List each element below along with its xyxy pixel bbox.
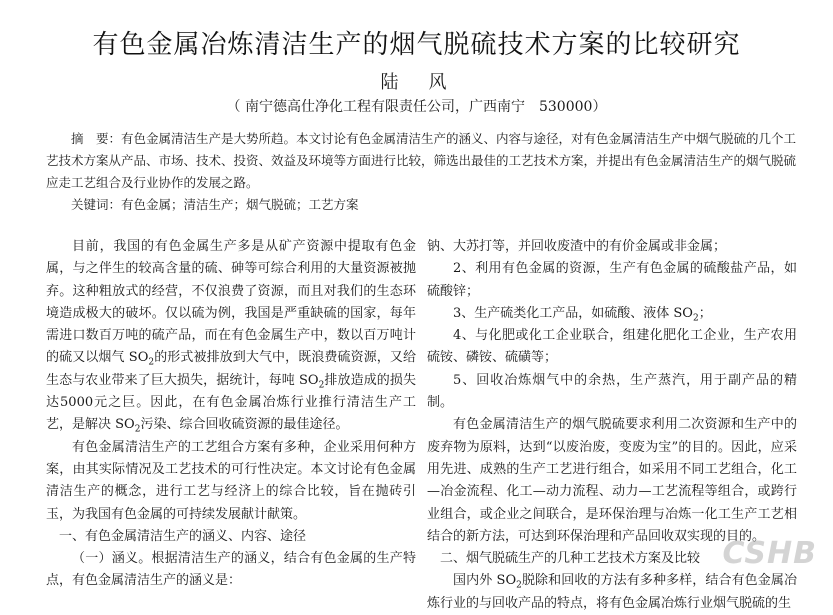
text-run: 钠、大苏打等，并回收废渣中的有价金属或非金属； xyxy=(427,239,727,254)
subscript: 2 xyxy=(134,424,141,435)
text-run: 的形式被排放到大气中，既浪费硫资源，又给生态与农业带来了巨大损失，据统计，每吨 SO xyxy=(46,350,416,388)
body-paragraph xyxy=(46,548,416,593)
text-run: 排放造成的损失达5000元之巨。因此，在有色金属冶炼行业推行清洁生产工艺，是解决 SO xyxy=(46,372,416,433)
text-run: 有色金属清洁生产的烟气脱硫要求利用二次资源和生产中的废弃物为原料，达到“以废治废，变废为宝”的目的。因此，应采用先进、成熟的生产工艺进行组合，如采用不同工艺组合，化工—冶金流程、化工—动力流程、动力—工艺流程等组合，或跨行业组合，或企业之间联合，是环保治理与冶炼一化工生产工艺相结合的新方法，可达到环保治理和产品回收双实现的目的。 xyxy=(427,417,797,544)
body-paragraph xyxy=(427,570,797,615)
body-paragraph xyxy=(46,236,416,437)
text-run: 2、利用有色金属的资源，生产有色金属的硫酸盐产品，如硫酸锌； xyxy=(427,261,797,299)
keywords: 关键词：有色金属；清洁生产；烟气脱硫；工艺方案 xyxy=(71,197,359,212)
body-paragraph xyxy=(427,414,797,548)
text-run: 污染、综合回收硫资源的最佳途径。 xyxy=(140,417,349,433)
paper-title: 有色金属冶炼清洁生产的烟气脱硫技术方案的比较研究 xyxy=(92,30,741,60)
abstract: 摘 要：有色金属清洁生产是大势所趋。本文讨论有色金属清洁生产的涵义、内容与途径，对有色金属清洁生产中烟气脱硫的几个工艺技术方案从产品、市场、技术、投资、效益及环境等方面进行比较，筛选出最佳的工艺技术方案，并提出有色金属清洁生产的烟气脱硫应走工艺组合及行业协作的发展之路。 xyxy=(46,131,797,190)
text-run: 二、烟气脱硫生产的几种工艺技术方案及比较 xyxy=(440,551,701,567)
text-run: 一、有色金属清洁生产的涵义、内容、途径 xyxy=(59,528,307,544)
author-name: 陆 风 xyxy=(380,72,453,93)
text-run: 5、回收冶炼烟气中的余热，生产蒸汽，用于副产品的精制。 xyxy=(427,372,797,411)
author-affiliation: （ 南宁德高仕净化工程有限责任公司，广西南宁 530000） xyxy=(226,99,607,115)
text-run: 国内外 SO xyxy=(453,573,517,589)
text-run: （一）涵义。根据清洁生产的涵义，结合有色金属的生产特点，有色金属清洁生产的涵义是： xyxy=(46,551,416,589)
text-run: ； xyxy=(698,305,712,321)
subscript: 2 xyxy=(318,380,325,391)
body-paragraph xyxy=(427,258,797,303)
body-left-column xyxy=(46,236,416,593)
subscript: 2 xyxy=(148,358,155,369)
text-run: 脱除和回收的方法有多种多样，结合有色金属冶炼行业的与回收产品的特点，将有色金属冶炼行业烟气脱硫的生 xyxy=(427,573,797,611)
body-paragraph xyxy=(427,325,797,370)
body-paragraph xyxy=(46,437,416,526)
text-run: 4、与化肥或化工企业联合，组建化肥化工企业，生产农用硫铵、磷铵、硫磺等； xyxy=(427,328,797,366)
section-heading xyxy=(46,526,416,548)
body-paragraph xyxy=(427,370,797,415)
text-run: 3、生产硫类化工产品，如硫酸、液体 SO xyxy=(453,305,693,321)
subscript: 2 xyxy=(692,313,699,324)
body-paragraph xyxy=(427,303,797,325)
text-run: 目前，我国的有色金属生产多是从矿产资源中提取有色金属，与之伴生的较高含量的硫、砷等可综合利用的大量资源被抛弃。这种粗放式的经营，不仅浪费了资源，而且对我们的生态环境造成极大的破坏。仅以硫为例，我国是严重缺硫的国家，每年需进口数百万吨的硫产品，而在有色金属生产中，数以百万吨计的硫又以烟气 SO xyxy=(46,239,416,366)
text-run: 有色金属清洁生产的工艺组合方案有多种，企业采用何种方案，由其实际情况及工艺技术的可行性决定。本文讨论有色金属清洁生产的概念，进行工艺与经济上的综合比较，旨在抛砖引玉，为我国有色金属的可持续发展献计献策。 xyxy=(46,439,416,522)
body-paragraph xyxy=(427,236,797,258)
watermark-logo: CSHB xyxy=(722,536,817,571)
subscript: 2 xyxy=(516,581,522,592)
